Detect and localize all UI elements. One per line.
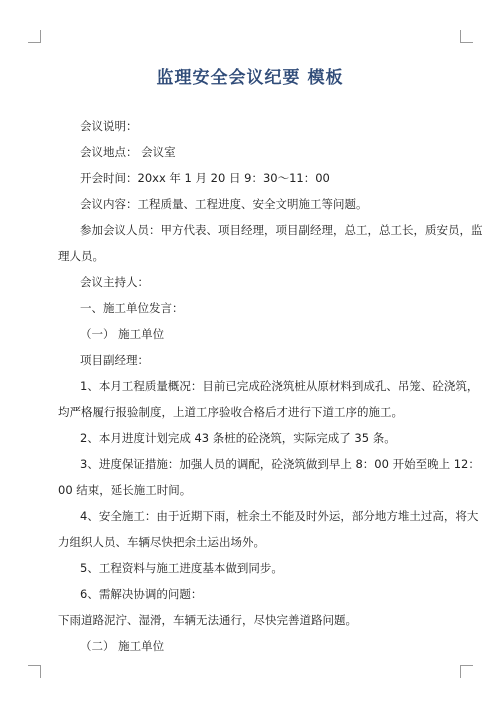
item-4-line-2: 力组织人员、车辆尽快把余土运出场外。 [58,535,265,549]
meeting-host: 会议主持人： [80,275,149,289]
item-2: 2、本月进度计划完成 43 条桩的砼浇筑，实际完成了 35 条。 [80,431,396,445]
crop-mark-bottom-right [460,665,473,678]
meeting-content: 会议内容：工程质量、工程进度、安全文明施工等问题。 [80,197,368,211]
item-1-line-1: 1、本月工程质量概况：目前已完成砼浇筑桩从原材料到成孔、吊笼、砼浇筑， [80,379,479,393]
speaker-label: 项目副经理： [80,353,149,367]
meeting-location: 会议地点： 会议室 [80,145,176,159]
crop-mark-bottom-left [28,665,41,678]
crop-mark-top-right [460,30,473,43]
meeting-notes-label: 会议说明： [80,119,138,133]
document-title: 监理安全会议纪要 模板 [156,68,344,88]
item-3-line-1: 3、进度保证措施：加强人员的调配，砼浇筑做到早上 8：00 开始至晚上 12： [80,457,480,471]
section-heading-1: 一、施工单位发言： [80,301,184,315]
item-5: 5、工程资料与施工进度基本做到同步。 [80,561,283,575]
item-6: 6、需解决协调的问题： [80,587,203,601]
meeting-time: 开会时间：20xx 年 1 月 20 日 9：30～11：00 [80,171,330,185]
item-1-line-2: 均严格履行报验制度，上道工序验收合格后才进行下道工序的施工。 [58,405,403,419]
attendees-line-2: 理人员。 [58,249,104,263]
item-3-line-2: 00 结束，延长施工时间。 [58,483,192,497]
attendees-line-1: 参加会议人员：甲方代表、项目经理，项目副经理，总工，总工长，质安员，监 [80,223,483,237]
subsection-heading-1: （一） 施工单位 [80,327,165,341]
subsection-heading-2: （二） 施工单位 [80,639,165,653]
crop-mark-top-left [28,30,41,43]
item-6-detail: 下雨道路泥泞、湿滑，车辆无法通行，尽快完善道路问题。 [58,613,357,627]
document-body [58,113,483,659]
item-4-line-1: 4、安全施工：由于近期下雨，桩余土不能及时外运，部分地方堆土过高，将大 [80,509,479,523]
